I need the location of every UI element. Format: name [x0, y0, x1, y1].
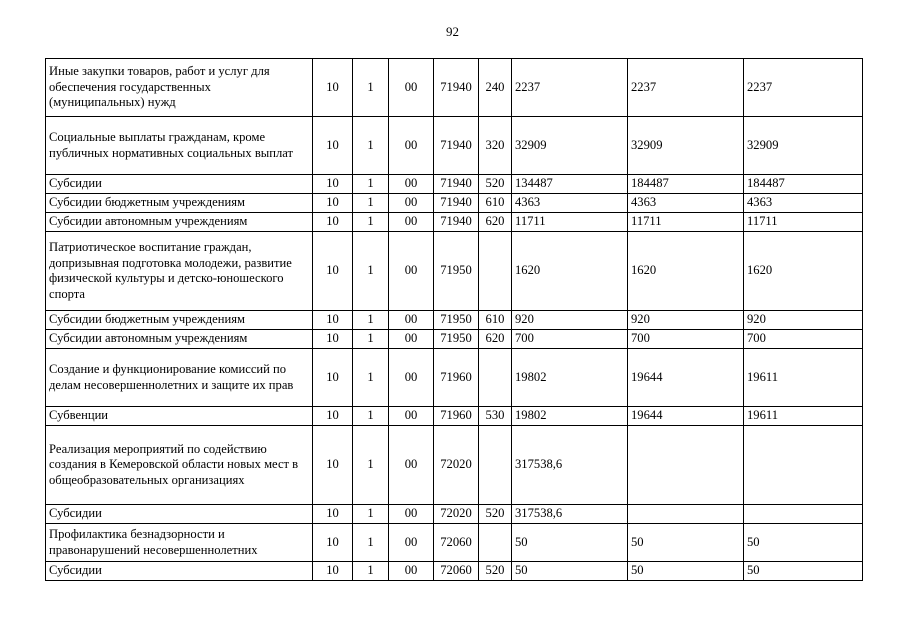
row-value-1: 700: [512, 330, 628, 349]
row-section: 10: [313, 117, 353, 175]
row-value-2: [628, 426, 744, 505]
page-number: 92: [446, 24, 459, 39]
row-code: 71960: [434, 407, 479, 426]
table-row: [46, 407, 863, 426]
row-value-1: 19802: [512, 407, 628, 426]
row-name: Создание и функционирование комиссий по делам несовершеннолетних и защите их прав: [46, 349, 313, 407]
row-name: Субвенции: [46, 407, 313, 426]
row-code: 72020: [434, 426, 479, 505]
row-name: Субсидии автономным учреждениям: [46, 213, 313, 232]
row-subsection: 1: [353, 524, 389, 562]
row-code: 71940: [434, 213, 479, 232]
row-value-3: 700: [744, 330, 863, 349]
table-row: [46, 330, 863, 349]
row-code: 71950: [434, 232, 479, 311]
table-row: [46, 232, 863, 311]
row-subsection: 1: [353, 426, 389, 505]
row-expense-type: [479, 349, 512, 407]
row-value-1: 920: [512, 311, 628, 330]
row-subsection: 1: [353, 562, 389, 581]
row-section: 10: [313, 349, 353, 407]
row-subsection: 1: [353, 407, 389, 426]
row-program: 00: [389, 407, 434, 426]
row-code: 71940: [434, 175, 479, 194]
table-row: [46, 213, 863, 232]
row-program: 00: [389, 117, 434, 175]
table-row: [46, 117, 863, 175]
row-value-2: 4363: [628, 194, 744, 213]
row-value-1: 2237: [512, 59, 628, 117]
row-name: Субсидии бюджетным учреждениям: [46, 311, 313, 330]
budget-table: [45, 58, 863, 581]
row-expense-type: 610: [479, 311, 512, 330]
row-code: 71960: [434, 349, 479, 407]
row-section: 10: [313, 175, 353, 194]
table-row: [46, 194, 863, 213]
row-code: 72060: [434, 562, 479, 581]
row-subsection: 1: [353, 194, 389, 213]
row-value-3: 2237: [744, 59, 863, 117]
row-name: Субсидии: [46, 562, 313, 581]
row-value-3: 184487: [744, 175, 863, 194]
row-subsection: 1: [353, 330, 389, 349]
row-value-3: 50: [744, 562, 863, 581]
row-section: 10: [313, 524, 353, 562]
row-value-2: 32909: [628, 117, 744, 175]
row-program: 00: [389, 311, 434, 330]
row-value-1: 317538,6: [512, 426, 628, 505]
row-subsection: 1: [353, 175, 389, 194]
row-program: 00: [389, 194, 434, 213]
row-section: 10: [313, 213, 353, 232]
row-value-2: 700: [628, 330, 744, 349]
row-value-3: 19611: [744, 349, 863, 407]
table-row: [46, 524, 863, 562]
row-value-2: 1620: [628, 232, 744, 311]
row-value-1: 11711: [512, 213, 628, 232]
row-section: 10: [313, 311, 353, 330]
row-section: 10: [313, 426, 353, 505]
row-program: 00: [389, 232, 434, 311]
row-expense-type: 520: [479, 505, 512, 524]
row-section: 10: [313, 562, 353, 581]
table-row: [46, 349, 863, 407]
row-value-3: 11711: [744, 213, 863, 232]
row-program: 00: [389, 505, 434, 524]
row-expense-type: 240: [479, 59, 512, 117]
row-value-1: 4363: [512, 194, 628, 213]
row-value-2: 184487: [628, 175, 744, 194]
row-section: 10: [313, 407, 353, 426]
row-value-2: 50: [628, 562, 744, 581]
row-name: Субсидии: [46, 175, 313, 194]
row-section: 10: [313, 330, 353, 349]
row-name: Субсидии: [46, 505, 313, 524]
row-value-1: 32909: [512, 117, 628, 175]
row-program: 00: [389, 562, 434, 581]
row-value-1: 317538,6: [512, 505, 628, 524]
row-value-2: 920: [628, 311, 744, 330]
row-code: 71940: [434, 117, 479, 175]
row-expense-type: [479, 426, 512, 505]
table-row: [46, 59, 863, 117]
row-value-2: 19644: [628, 349, 744, 407]
row-value-2: 19644: [628, 407, 744, 426]
row-value-1: 1620: [512, 232, 628, 311]
row-value-1: 134487: [512, 175, 628, 194]
row-code: 71940: [434, 194, 479, 213]
row-expense-type: 620: [479, 213, 512, 232]
row-code: 72060: [434, 524, 479, 562]
row-value-2: 50: [628, 524, 744, 562]
row-section: 10: [313, 59, 353, 117]
row-value-1: 50: [512, 562, 628, 581]
row-expense-type: 520: [479, 562, 512, 581]
row-value-3: 920: [744, 311, 863, 330]
row-section: 10: [313, 232, 353, 311]
row-subsection: 1: [353, 505, 389, 524]
row-value-3: 32909: [744, 117, 863, 175]
row-section: 10: [313, 505, 353, 524]
row-value-2: [628, 505, 744, 524]
row-program: 00: [389, 213, 434, 232]
row-expense-type: [479, 232, 512, 311]
table-row: [46, 175, 863, 194]
row-code: 71940: [434, 59, 479, 117]
row-name: Субсидии автономным учреждениям: [46, 330, 313, 349]
table-row: [46, 311, 863, 330]
row-subsection: 1: [353, 117, 389, 175]
row-subsection: 1: [353, 59, 389, 117]
row-expense-type: [479, 524, 512, 562]
row-section: 10: [313, 194, 353, 213]
row-expense-type: 620: [479, 330, 512, 349]
row-value-3: 4363: [744, 194, 863, 213]
row-subsection: 1: [353, 349, 389, 407]
row-program: 00: [389, 349, 434, 407]
row-expense-type: 520: [479, 175, 512, 194]
table-row: [46, 505, 863, 524]
row-program: 00: [389, 426, 434, 505]
row-value-2: 2237: [628, 59, 744, 117]
row-program: 00: [389, 524, 434, 562]
row-code: 72020: [434, 505, 479, 524]
row-name: Субсидии бюджетным учреждениям: [46, 194, 313, 213]
row-program: 00: [389, 175, 434, 194]
row-value-3: [744, 505, 863, 524]
row-name: Профилактика безнадзорности и правонарушений несовершеннолетних: [46, 524, 313, 562]
row-program: 00: [389, 330, 434, 349]
row-value-2: 11711: [628, 213, 744, 232]
row-value-1: 50: [512, 524, 628, 562]
row-expense-type: 610: [479, 194, 512, 213]
row-expense-type: 530: [479, 407, 512, 426]
row-name: Иные закупки товаров, работ и услуг для обеспечения государственных (муниципальных) нужд: [46, 59, 313, 117]
row-program: 00: [389, 59, 434, 117]
row-subsection: 1: [353, 311, 389, 330]
row-name: Социальные выплаты гражданам, кроме публичных нормативных социальных выплат: [46, 117, 313, 175]
row-subsection: 1: [353, 232, 389, 311]
row-expense-type: 320: [479, 117, 512, 175]
table-row: [46, 562, 863, 581]
row-subsection: 1: [353, 213, 389, 232]
row-name: Патриотическое воспитание граждан, допризывная подготовка молодежи, развитие физической культуры и детско-юношеского спорта: [46, 232, 313, 311]
row-value-3: 50: [744, 524, 863, 562]
row-code: 71950: [434, 311, 479, 330]
row-name: Реализация мероприятий по содействию создания в Кемеровской области новых мест в общеобразовательных организациях: [46, 426, 313, 505]
table-row: [46, 426, 863, 505]
row-value-3: [744, 426, 863, 505]
row-value-3: 1620: [744, 232, 863, 311]
row-value-3: 19611: [744, 407, 863, 426]
row-code: 71950: [434, 330, 479, 349]
row-value-1: 19802: [512, 349, 628, 407]
